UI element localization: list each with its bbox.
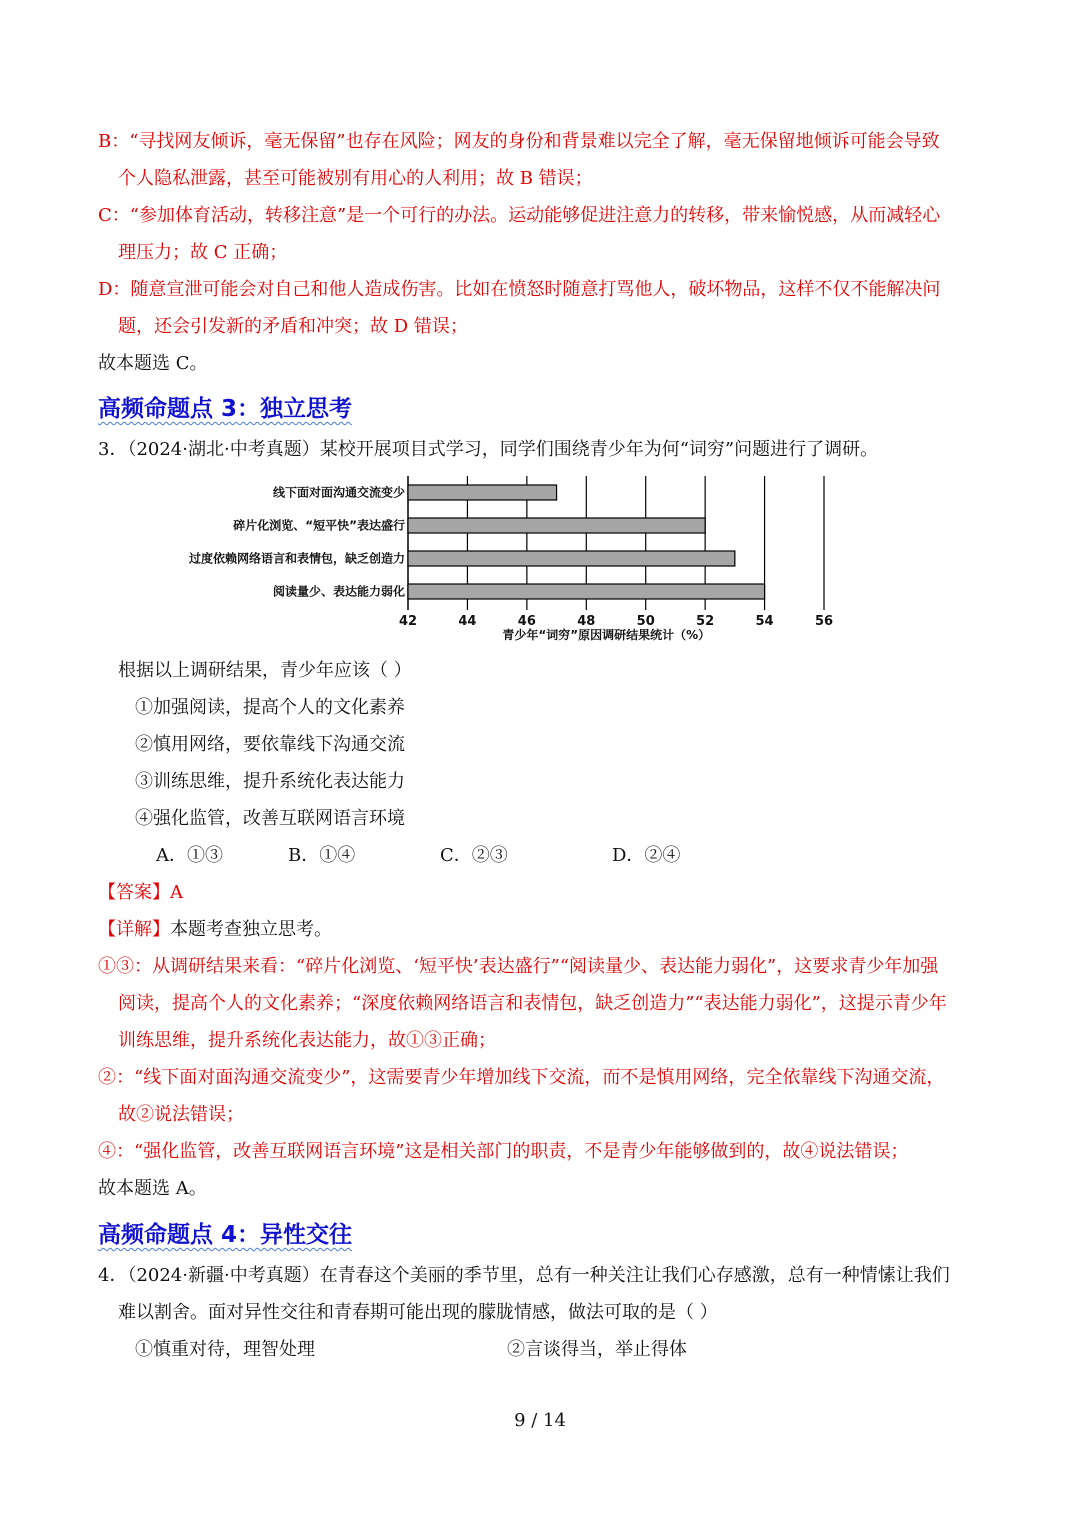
- detail-line: [98, 918, 332, 942]
- explanation-c-line2: 理压力；故 C 正确；: [118, 242, 288, 263]
- conclusion-q3: 故本题选 A。: [98, 1178, 207, 1199]
- x-tick-label-54: 54: [755, 614, 774, 629]
- category-label-1: 线下面对面沟通交流变少: [272, 485, 405, 500]
- question-4-stem-line2: 难以割舍。面对异性交往和青春期可能出现的朦胧情感，做法可取的是（ ）: [118, 1302, 718, 1323]
- option-d[interactable]: D．②④: [612, 845, 681, 866]
- explanation-13-line1: ①③：从调研结果来看：“碎片化浏览、‘短平快’表达盛行”“阅读量少、表达能力弱化”，这要求青少年加强: [98, 956, 939, 977]
- explanation-c-line1: C：“参加体育活动，转移注意”是一个可行的办法。运动能够促进注意力的转移，带来愉悦感，从而减轻心: [98, 205, 941, 226]
- conclusion-q2: 故本题选 C。: [98, 353, 208, 374]
- x-tick-label-50: 50: [636, 614, 655, 629]
- question-3-stem: 3．（2024·湖北·中考真题）某校开展项目式学习，同学们围绕青少年为何“词穷”问题进行了调研。: [98, 439, 879, 460]
- x-tick-label-46: 46: [517, 614, 536, 629]
- explanation-4-line1: ④：“强化监管，改善互联网语言环境”这是相关部门的职责，不是青少年能够做到的，故④说法错误；: [98, 1141, 909, 1162]
- page-number: 9 / 14: [514, 1410, 566, 1431]
- explanation-d-line1: D：随意宣泄可能会对自己和他人造成伤害。比如在愤怒时随意打骂他人，破坏物品，这样不仅不能解决问: [98, 279, 941, 300]
- answer-tag: 【答案】: [98, 882, 170, 903]
- x-tick-label-56: 56: [814, 614, 834, 629]
- detail-tag: 【详解】: [98, 919, 170, 940]
- option-b[interactable]: B．①④: [288, 845, 356, 866]
- explanation-d-line2: 题，还会引发新的矛盾和冲突；故 D 错误；: [118, 316, 468, 337]
- bar-chart: [100, 472, 860, 642]
- bar-2: [408, 518, 705, 533]
- category-label-4: 阅读量少、表达能力弱化: [272, 584, 405, 599]
- question-3-item-2: ②慎用网络，要依靠线下沟通交流: [135, 734, 405, 755]
- question-4-item-1: ①慎重对待，理智处理: [135, 1339, 315, 1360]
- option-c[interactable]: C．②③: [440, 845, 508, 866]
- detail-text: 本题考查独立思考。: [170, 919, 332, 940]
- explanation-b-line1: B：“寻找网友倾诉，毫无保留”也存在风险；网友的身份和背景难以完全了解，毫无保留地倾诉可能会导致: [98, 131, 940, 152]
- option-a[interactable]: A．①③: [156, 845, 223, 866]
- x-axis-title: 青少年“词穷”原因调研结果统计（%）: [502, 628, 711, 642]
- explanation-2-line1: ②：“线下面对面沟通交流变少”，这需要青少年增加线下交流，而不是慎用网络，完全依靠线下沟通交流，: [98, 1067, 945, 1088]
- explanation-b-line2: 个人隐私泄露，甚至可能被别有用心的人利用；故 B 错误；: [118, 168, 593, 189]
- x-tick-label-44: 44: [458, 614, 477, 629]
- explanation-13-line2: 阅读，提高个人的文化素养；“深度依赖网络语言和表情包，缺乏创造力”“表达能力弱化”，这提示青少年: [118, 993, 947, 1014]
- answer-line: [98, 881, 183, 905]
- category-label-3: 过度依赖网络语言和表情包，缺乏创造力: [188, 551, 405, 566]
- explanation-2-line2: 故②说法错误；: [118, 1104, 244, 1125]
- x-tick-label-48: 48: [577, 614, 596, 629]
- category-label-2: 碎片化浏览、“短平快”表达盛行: [233, 518, 405, 533]
- question-3-item-4: ④强化监管，改善互联网语言环境: [135, 808, 405, 829]
- section-heading-4: 高频命题点 4：异性交往: [98, 1222, 353, 1248]
- x-tick-label-42: 42: [398, 614, 418, 629]
- question-3-item-3: ③训练思维，提升系统化表达能力: [135, 771, 405, 792]
- bar-1: [408, 485, 557, 500]
- bar-3: [408, 551, 735, 566]
- bar-4: [408, 584, 765, 599]
- section-heading-3: 高频命题点 3：独立思考: [98, 396, 353, 422]
- question-4-stem-line1: 4．（2024·新疆·中考真题）在青春这个美丽的季节里，总有一种关注让我们心存感激，总有一种情愫让我们: [98, 1265, 950, 1286]
- question-3-prompt: 根据以上调研结果，青少年应该（ ）: [118, 660, 412, 681]
- explanation-13-line3: 训练思维，提升系统化表达能力，故①③正确；: [118, 1030, 496, 1051]
- question-4-item-2: ②言谈得当，举止得体: [507, 1339, 687, 1360]
- x-tick-label-52: 52: [696, 614, 715, 629]
- answer-value: A: [170, 882, 183, 903]
- question-3-item-1: ①加强阅读，提高个人的文化素养: [135, 697, 405, 718]
